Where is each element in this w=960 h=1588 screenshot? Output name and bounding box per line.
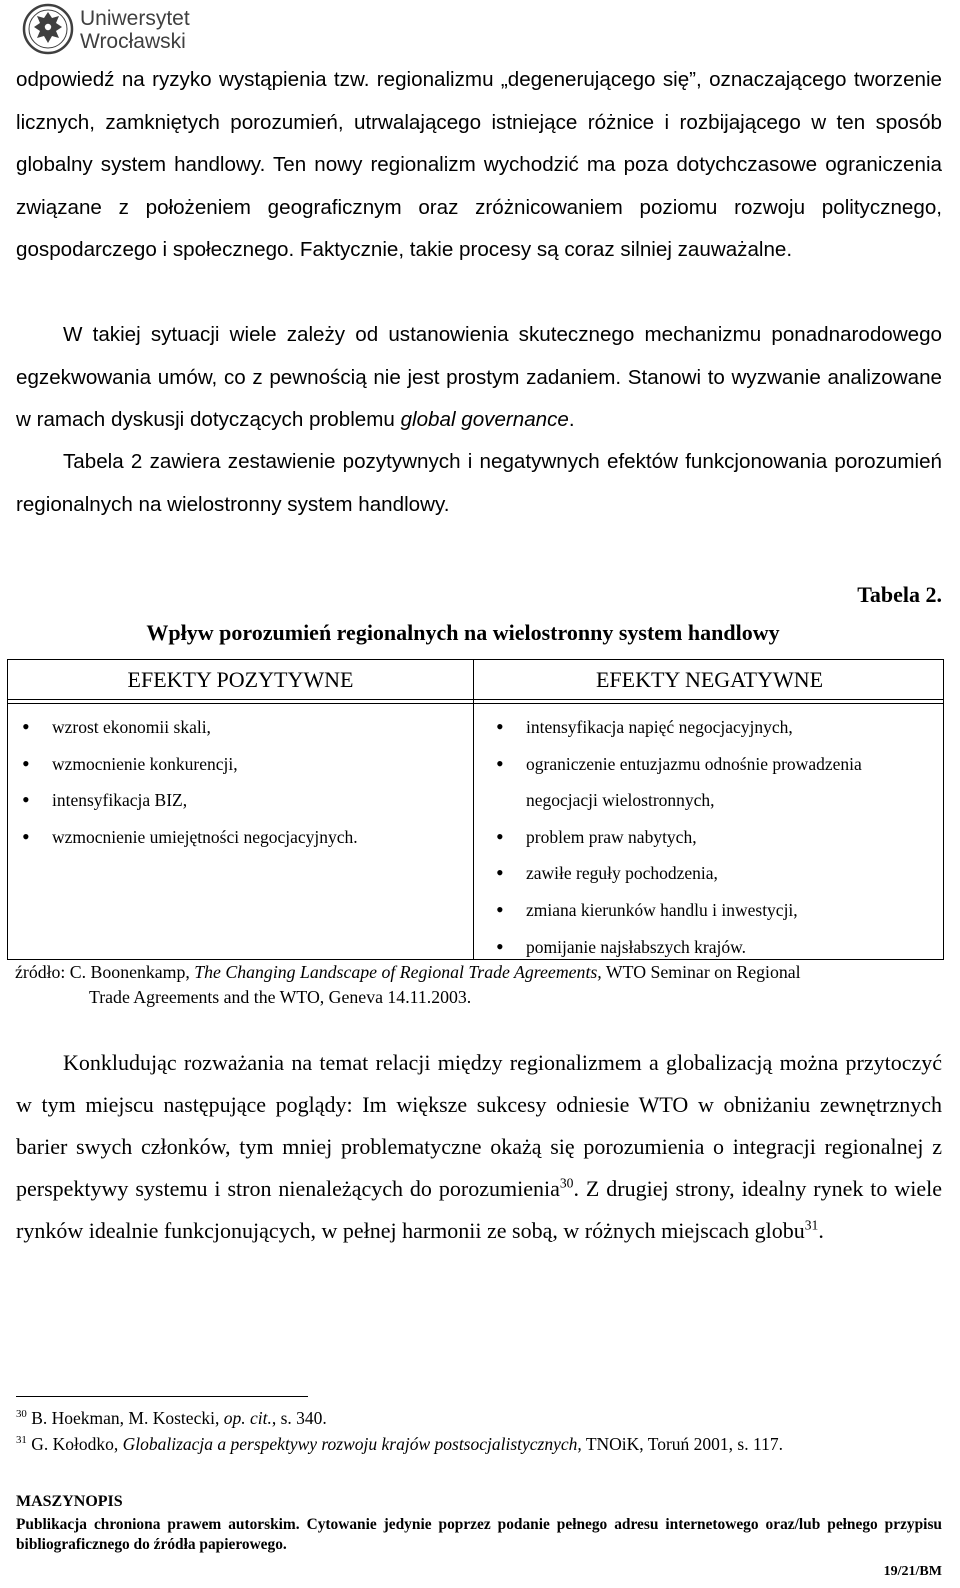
source-line2: Trade Agreements and the WTO, Geneva 14.11.2003. [89,987,472,1007]
effects-table [7,659,944,960]
footnote-number: 31 [16,1434,27,1447]
footnote-text: G. Kołodko, [26,1434,123,1454]
footer-copyright-notice: Publikacja chroniona prawem autorskim. Cytowanie jedynie poprzez podanie pełnego adresu internetowego oraz/lub pełnego przypisu bibliograficznego do źródła papierowego. [16,1516,942,1553]
footnote-text-end: TNOiK, Toruń 2001, s. 117. [581,1434,783,1454]
university-seal-icon [22,3,74,55]
table-divider-vertical [473,660,474,959]
table-source [15,960,943,1010]
list-item: • intensyfikacja BIZ, [16,782,466,819]
footnote-italic: op. cit. [223,1408,272,1428]
table-label: Tabela 2. [857,582,942,607]
paragraph-enforcement-term: global governance [400,408,569,432]
paragraph-enforcement-text: W takiej sytuacji wiele zależy od ustanowienia skutecznego mechanizmu ponadnarodowego egzekwowania umów, co z pewnością nie jest prostym zadaniem. Stanowi to wyzwanie analizowane w ramach dyskusji dotyczących problemu [16,323,942,432]
table-divider-header-double [8,703,943,704]
footnote-ref-31: 31 [804,1217,819,1233]
footnote-italic: Globalizacja a perspektywy rozwoju krajów postsocjalistycznych, [122,1434,582,1454]
table-divider-header [8,699,943,700]
footnote-30 [16,1407,327,1429]
footnote-separator [16,1396,308,1397]
conclusion-text-c: . [818,1218,824,1243]
table-title-text: Wpływ porozumień regionalnych na wielostronny system handlowy [146,620,780,645]
list-item-continuation: negocjacji wielostronnych, [526,790,715,811]
footer-title: MASZYNOPIS [16,1493,123,1510]
source-title: The Changing Landscape of Regional Trade Agreements, [194,962,602,982]
logo-text-line2: Wrocławski [80,30,186,53]
paragraph-conclusion [16,1042,942,1252]
footnote-text: B. Hoekman, M. Kostecki, [26,1408,224,1428]
paragraph-table-intro: Tabela 2 zawiera zestawienie pozytywnych i negatywnych efektów funkcjonowania porozumień regionalnych na wielostronny system handlowy. [16,450,942,516]
header-negative-effects: EFEKTY NEGATYWNE [595,667,824,692]
list-item: • zawiłe reguły pochodzenia, [490,855,940,892]
footnote-text-end: , s. 340. [271,1408,327,1428]
footnote-ref-30: 30 [559,1175,574,1191]
table-title [0,620,960,646]
list-item: • wzmocnienie konkurencji, [16,746,466,783]
conclusion-text-b: . Z drugiej strony, idealny rynek to wiele rynków idealnie funkcjonujących, w pełnej harmonii ze sobą, w różnych miejscach globu [16,1176,942,1243]
paragraph-enforcement [16,314,942,442]
paragraph-enforcement-end: . [568,408,575,432]
footnote-number: 30 [16,1408,27,1421]
paragraph-regionalism: odpowiedź na ryzyko wystąpienia tzw. regionalizmu „degenerującego się”, oznaczającego tworzenie licznych, zamkniętych porozumień, utrwalającego istniejące różnice i rozbijającego w ten sposób globalny system handlowy. Ten nowy regionalizm wychodzić ma poza dotychczasowe ograniczenia związane z położeniem geograficznym oraz zróżnicowaniem poziomu rozwoju politycznego, gospodarczego i społecznego. Faktycznie, takie procesy są coraz silniej zauważalne. [16,68,942,262]
logo-text-line1: Uniwersytet [80,7,190,30]
source-prefix: źródło: C. Boonenkamp, [15,962,195,982]
conclusion-text-a: Konkludując rozważania na temat relacji między regionalizmem a globalizacją można przytoczyć w tym miejscu następujące poglądy: Im większe sukcesy odniesie WTO w obniżaniu zewnętrznych barier swych członków, tym mniej problematyczne okażą się porozumienia o integracji regionalnej z perspektywy systemu i stron nienależących do porozumienia [16,1050,942,1201]
list-item: • problem praw nabytych, [490,819,940,856]
footnote-31 [16,1433,783,1455]
page-number: 19/21/BM [883,1564,942,1579]
list-item: • wzrost ekonomii skali, [16,709,466,746]
university-logo [22,3,202,57]
positive-effects-list [16,709,466,855]
negative-effects-list [490,709,940,965]
list-item: • zmiana kierunków handlu i inwestycji, [490,892,940,929]
source-suffix: WTO Seminar on Regional [601,962,801,982]
list-item: • intensyfikacja napięć negocjacyjnych, [490,709,940,746]
header-positive-effects: EFEKTY POZYTYWNE [127,667,354,692]
list-item: • ograniczenie entuzjazmu odnośnie prowadzenia [490,746,940,783]
list-item: • pomijanie najsłabszych krajów. [490,929,940,966]
list-item: • wzmocnienie umiejętności negocjacyjnych. [16,819,466,856]
